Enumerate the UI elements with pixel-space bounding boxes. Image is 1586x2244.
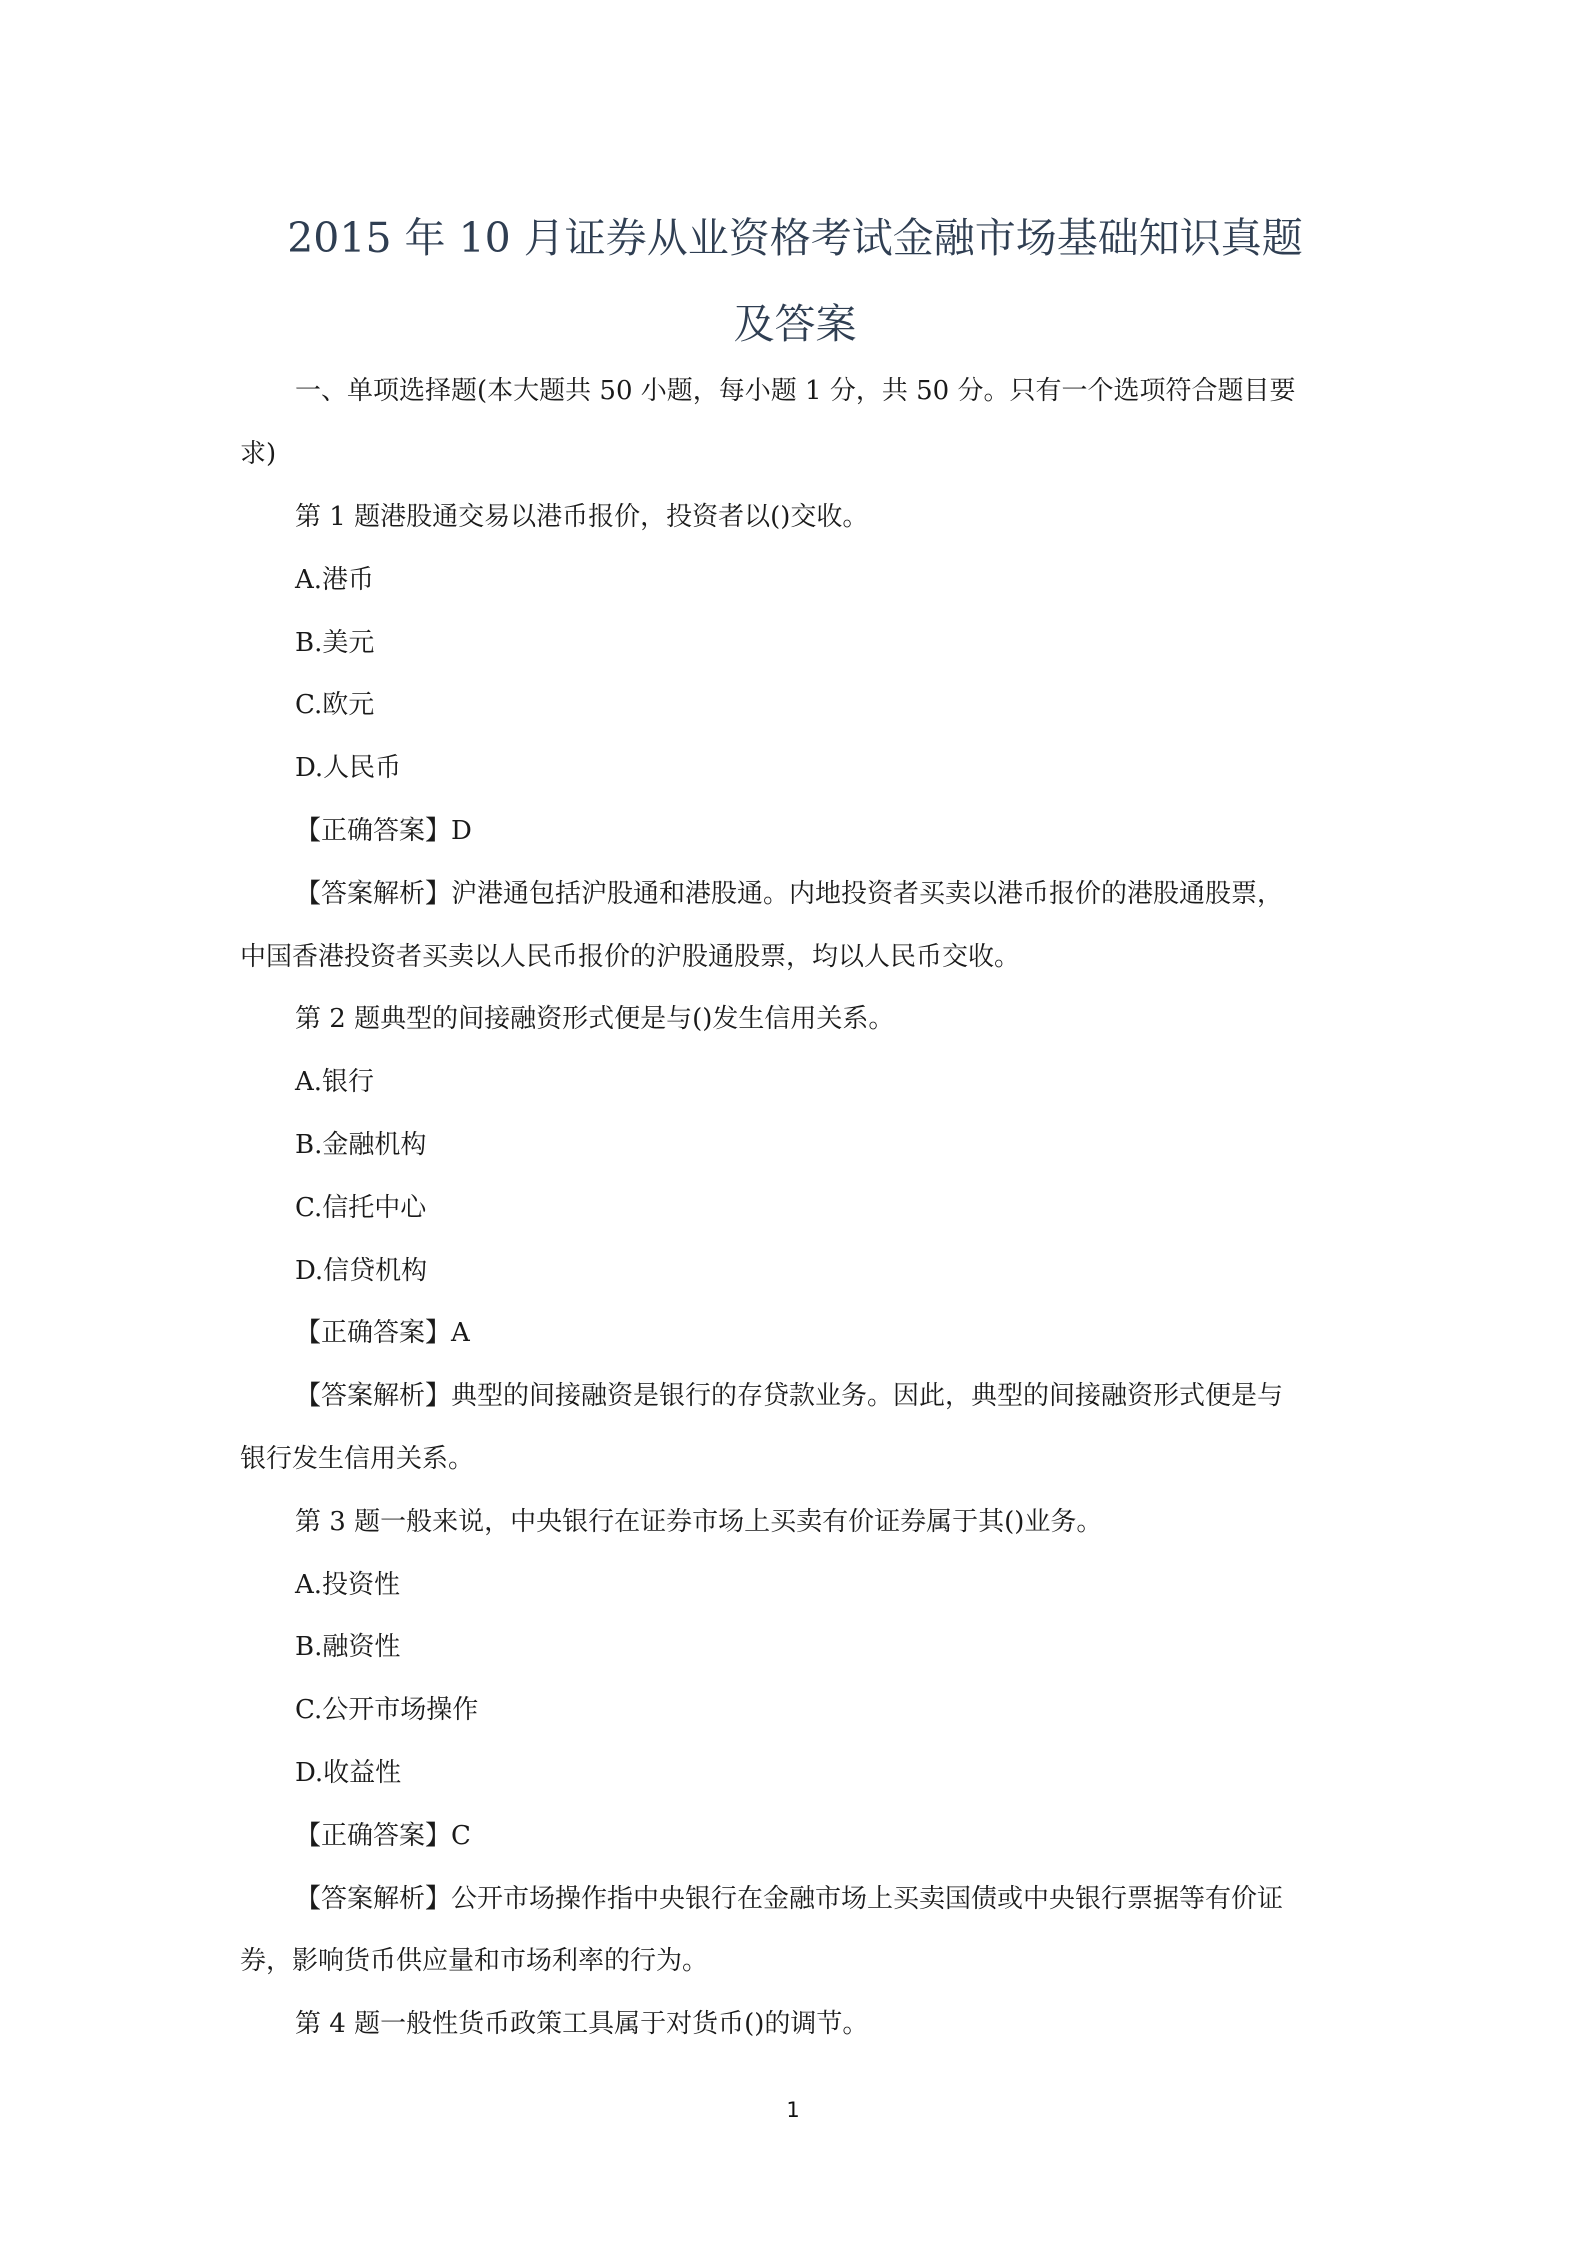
question-4-text: 第 4 题一般性货币政策工具属于对货币()的调节。 <box>295 2009 869 2039</box>
question-2-option-b: B.金融机构 <box>295 1130 427 1160</box>
question-3-option-d: D.收益性 <box>295 1758 402 1788</box>
document-title-line-1: 2015 年 10 月证券从业资格考试金融市场基础知识真题 <box>287 214 1303 262</box>
question-1-option-b: B.美元 <box>295 628 375 658</box>
question-1-answer: 【正确答案】D <box>295 816 472 846</box>
question-1-analysis-line-1: 【答案解析】沪港通包括沪股通和港股通。内地投资者买卖以港币报价的港股通股票， <box>295 879 1284 909</box>
section-intro-line-2: 求) <box>240 439 277 469</box>
question-2-option-c: C.信托中心 <box>295 1193 427 1223</box>
question-3-analysis-line-2: 券，影响货币供应量和市场利率的行为。 <box>240 1946 709 1976</box>
question-3-answer: 【正确答案】C <box>295 1821 471 1851</box>
question-3-analysis-line-1: 【答案解析】公开市场操作指中央银行在金融市场上买卖国债或中央银行票据等有价证 <box>295 1884 1284 1914</box>
page-number: 1 <box>786 2098 800 2122</box>
question-1-text: 第 1 题港股通交易以港币报价，投资者以()交收。 <box>295 502 869 532</box>
question-3-option-a: A.投资性 <box>295 1570 401 1600</box>
question-1-option-a: A.港币 <box>295 565 375 595</box>
question-1-option-d: D.人民币 <box>295 753 402 783</box>
question-2-analysis-line-2: 银行发生信用关系。 <box>240 1444 475 1474</box>
question-2-analysis-line-1: 【答案解析】典型的间接融资是银行的存贷款业务。因此，典型的间接融资形式便是与 <box>295 1381 1284 1411</box>
question-2-answer: 【正确答案】A <box>295 1318 470 1348</box>
question-1-analysis-line-2: 中国香港投资者买卖以人民币报价的沪股通股票，均以人民币交收。 <box>240 942 1021 972</box>
question-2-option-d: D.信贷机构 <box>295 1256 428 1286</box>
section-intro-line-1: 一、单项选择题(本大题共 50 小题，每小题 1 分，共 50 分。只有一个选项符合题目要 <box>295 376 1296 406</box>
question-3-text: 第 3 题一般来说，中央银行在证券市场上买卖有价证券属于其()业务。 <box>295 1507 1103 1537</box>
question-2-option-a: A.银行 <box>295 1067 375 1097</box>
question-3-option-b: B.融资性 <box>295 1632 401 1662</box>
question-2-text: 第 2 题典型的间接融资形式便是与()发生信用关系。 <box>295 1004 895 1034</box>
document-title-line-2: 及答案 <box>733 300 857 348</box>
question-3-option-c: C.公开市场操作 <box>295 1695 479 1725</box>
question-1-option-c: C.欧元 <box>295 690 375 720</box>
